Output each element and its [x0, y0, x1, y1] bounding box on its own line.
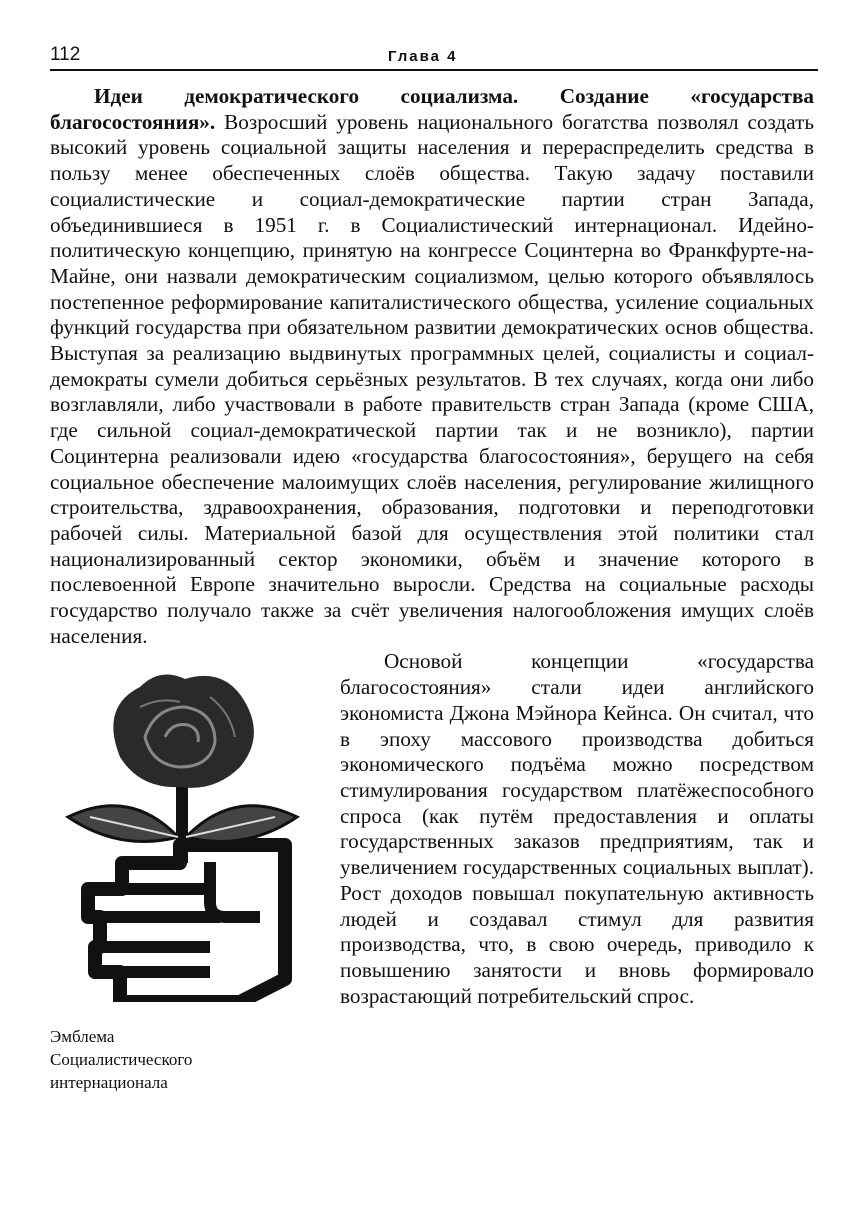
paragraph-1-text: Возросший уровень национального богатства позволял создать высокий уровень социальной защиты населения и перераспределить средства в пользу менее обеспеченных слоёв общества. Такую задачу поставили социалистические и социал-демократические партии стран Запада, объединившиеся в 1951 г. в Социалистический интернационал. Идейно-политическую концепцию, принятую на конгрессе Социнтерна во Франкфурте-на-Майне, они назвали демократическим социализмом, целью которого объявлялось постепенное реформирование капиталистического общества, усиление социальных функций государства при обязательном развитии демократических основ общества. Выступая за реализацию выдвинутых программных целей, социалисты и социал-демократы сумели добиться серьёзных результатов. В тех случаях, когда они либо возглавляли, либо участвовали в работе правительств стран Запада (кроме США, где сильной социал-демократической партии так и не возникло), партии Социнтерна реализовали идею «государства благосостояния», берущего на себя социальное обеспечение малоимущих слоёв населения, регулирование жилищного строительства, здравоохранения, образования, подготовки и переподготовки рабочей силы. Материальной базой для осуществления этой политики стал национализированный сектор экономики, объём и значение которого в послевоенной Европе значительно выросли. Средства на социальные расходы государство получало также за счёт увеличения налогообложения имущих слоёв населения.: [50, 109, 814, 648]
figure-caption: [50, 1025, 310, 1094]
article-body: [50, 84, 814, 1123]
header-rule: [50, 69, 818, 71]
caption-line: интернационала: [50, 1073, 168, 1093]
emblem-figure: [50, 653, 318, 1123]
page-number: 112: [50, 44, 81, 65]
rose-in-fist-icon: [60, 667, 300, 1002]
caption-line: Социалистического: [50, 1050, 193, 1070]
section-heading: Идеи демократического социализма. Создание «государства благосостояния».: [50, 84, 814, 134]
chapter-title: Глава 4: [388, 48, 458, 65]
paragraph-1: [50, 84, 814, 649]
caption-line: Эмблема: [50, 1027, 115, 1047]
paragraph-2: Основой концепции «государства благосостояния» стали идеи английского экономиста Джона Мэйнора Кейнса. Он считал, что в эпоху массового производства добиться экономического подъёма можно посредством стимулирования государством платёжеспособного спроса (как путём предоставления и оплаты государственных заказов предприятиям, так и увеличением государственных социальных выплат). Рост доходов повышал покупательную активность людей и создавал стимул для развития производства, что, в свою очередь, приводило к повышению занятости и вновь формировало возрастающий потребительский спрос.: [340, 649, 814, 1008]
page-header: [50, 44, 818, 70]
